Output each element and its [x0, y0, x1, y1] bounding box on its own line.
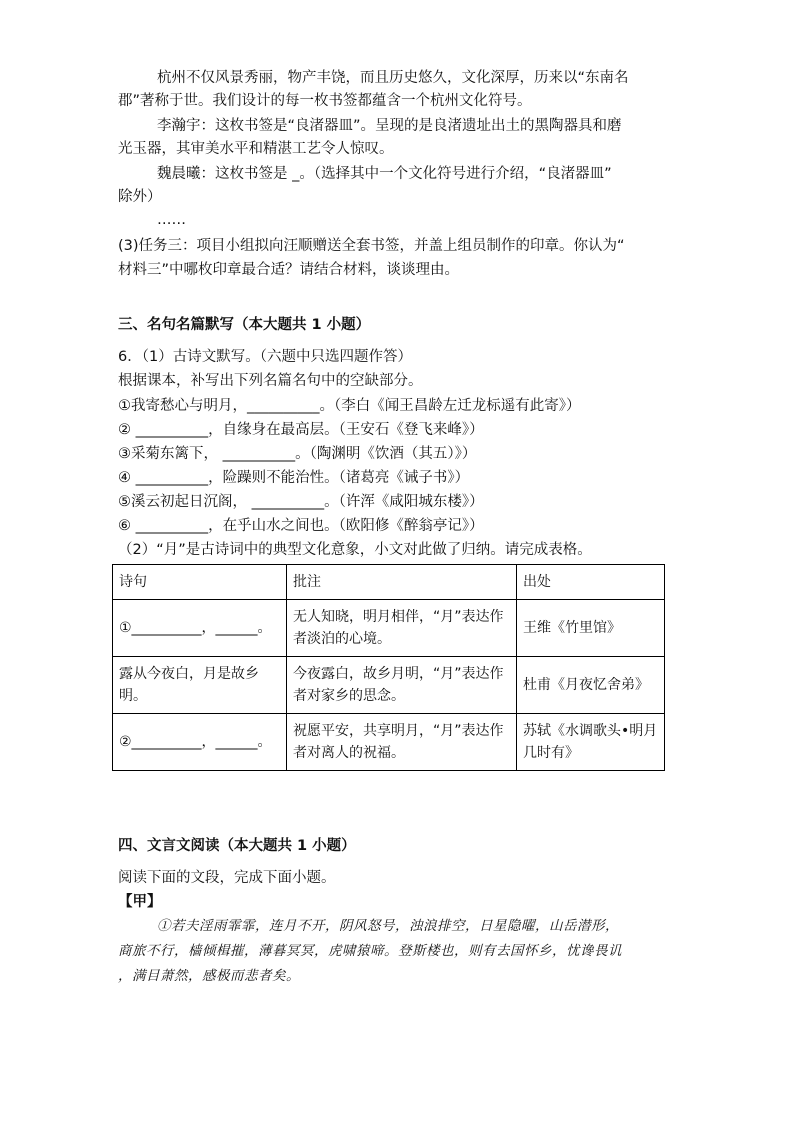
table-cell-source: 杜甫《月夜忆舍弟》: [517, 657, 665, 714]
intro-line-3: 李瀚宇：这枚书签是“良渚器皿”。呈现的是良渚遗址出土的黑陶器具和磨: [157, 118, 622, 134]
intro-line-5: 魏晨曦：这枚书签是 _。（选择其中一个文化符号进行介绍，“良渚器皿”: [157, 166, 612, 182]
table-cell-source: 王维《竹里馆》: [517, 600, 665, 657]
q6-item-2: ② __________，自缘身在最高层。（王安石《登飞来峰》）: [118, 422, 484, 438]
passage-line-1: ①若夫淫雨霏霏，连月不开，阴风怒号，浊浪排空，日星隐曜，山岳潜形，: [157, 918, 619, 934]
table-cell-source: 苏轼《水调歌头•明月几时有》: [517, 714, 665, 771]
section4-intro: 阅读下面的文段，完成下面小题。: [118, 870, 336, 886]
table-row: [113, 600, 665, 657]
section4-heading: 四、文言文阅读（本大题共 1 小题）: [118, 838, 356, 854]
q6-item-3: ③采菊东篱下， __________。（陶渊明《饮酒（其五）》）: [118, 446, 477, 462]
table-row: [113, 714, 665, 771]
intro-line-2: 郡”著称于世。我们设计的每一枚书签都蕴含一个杭州文化符号。: [118, 93, 532, 109]
table-cell-poem: ①__________，______。: [113, 600, 287, 657]
table-cell-note: 今夜露白，故乡月明，“月”表达作者对家乡的思念。: [287, 657, 517, 714]
table-cell-note: 无人知晓，明月相伴，“月”表达作者淡泊的心境。: [287, 600, 517, 657]
table-cell-poem: ②__________，______。: [113, 714, 287, 771]
intro-ellipsis: ……: [157, 212, 186, 228]
q6-part2: （2）“月”是古诗词中的典型文化意象，小文对此做了归纳。请完成表格。: [118, 542, 592, 558]
q6-item-1: ①我寄愁心与明月，__________。（李白《闻王昌龄左迁龙标遥有此寄》）: [118, 398, 581, 414]
passage-line-3: ，满目萧然，感极而悲者矣。: [118, 968, 300, 984]
table-cell-note: 祝愿平安，共享明月，“月”表达作者对离人的祝福。: [287, 714, 517, 771]
section3-heading: 三、名句名篇默写（本大题共 1 小题）: [118, 317, 371, 333]
task3-line-1: (3)任务三：项目小组拟向汪顺赠送全套书签，并盖上组员制作的印章。你认为“: [118, 238, 625, 254]
table-header-row: [113, 565, 665, 600]
table-row: [113, 657, 665, 714]
q6-item-5: ⑤溪云初起日沉阁， __________。（许浑《咸阳城东楼》）: [118, 494, 484, 510]
table-header-cell: 诗句: [113, 565, 287, 600]
table-header-cell: 出处: [517, 565, 665, 600]
q6-title: 6．（1）古诗文默写。（六题中只选四题作答）: [118, 349, 412, 365]
intro-line-6: 除外）: [118, 189, 162, 205]
q6-item-6: ⑥ __________，在乎山水之间也。（欧阳修《醉翁亭记》）: [118, 518, 484, 534]
table-header-cell: 批注: [287, 565, 517, 600]
q6-item-4: ④ __________，险躁则不能治性。（诸葛亮《诫子书》）: [118, 470, 470, 486]
passage-label: 【甲】: [118, 894, 162, 910]
moon-imagery-table: [112, 564, 665, 771]
passage-line-2: 商旅不行，樯倾楫摧，薄暮冥冥，虎啸猿啼。登斯楼也，则有去国怀乡，忧谗畏讥: [118, 943, 622, 959]
intro-line-1: 杭州不仅风景秀丽，物产丰饶，而且历史悠久，文化深厚，历来以“东南名: [157, 70, 629, 86]
q6-intro: 根据课本，补写出下列名篇名句中的空缺部分。: [118, 373, 423, 389]
table-cell-poem: 露从今夜白，月是故乡明。: [113, 657, 287, 714]
intro-line-4: 光玉器，其审美水平和精湛工艺令人惊叹。: [118, 141, 394, 157]
task3-line-2: 材料三”中哪枚印章最合适？请结合材料，谈谈理由。: [118, 262, 460, 278]
